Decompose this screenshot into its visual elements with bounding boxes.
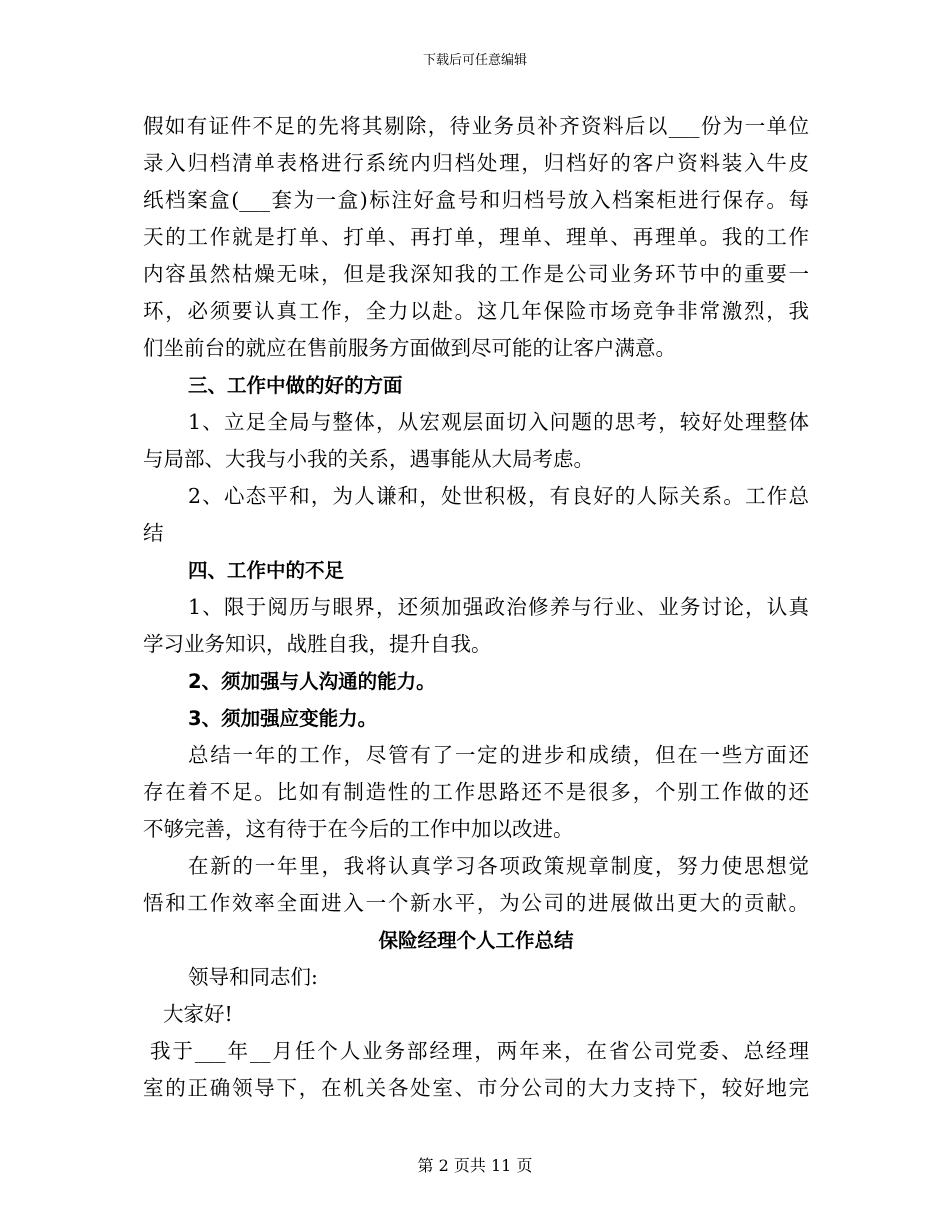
paragraph-line: 在新的一年里，我将认真学习各项政策规章制度，努力使思想觉 (188, 854, 809, 878)
paragraph-line: 1、立足全局与整体，从宏观层面切入问题的思考，较好处理整体 (188, 410, 809, 434)
paragraph-line: 录入归档清单表格进行系统内归档处理，归档好的客户资料装入牛皮 (143, 151, 809, 175)
bold-item: 2、须加强与人沟通的能力。 (188, 670, 436, 693)
paragraph-line: 天的工作就是打单、打单、再打单，理单、理单、再理单。我的工作 (143, 225, 809, 249)
document-body (143, 108, 809, 1107)
section-heading: 四、工作中的不足 (188, 559, 345, 582)
paragraph-line: 内容虽然枯燥无味，但是我深知我的工作是公司业务环节中的重要一 (143, 262, 809, 286)
paragraph-line: 不够完善，这有待于在今后的工作中加以改进。 (143, 817, 574, 841)
bold-item: 3、须加强应变能力。 (188, 707, 378, 730)
paragraph-line: 悟和工作效率全面进入一个新水平，为公司的进展做出更大的贡献。 (143, 891, 809, 915)
paragraph-line: 1、限于阅历与眼界，还须加强政治修养与行业、业务讨论，认真 (188, 595, 809, 619)
paragraph-line: 们坐前台的就应在售前服务方面做到尽可能的让客户满意。 (143, 336, 676, 360)
page-footer: 第 2 页共 11 页 (417, 1156, 533, 1175)
paragraph-line: 环，必须要认真工作，全力以赴。这几年保险市场竞争非常激烈，我 (143, 299, 809, 323)
section-heading: 三、工作中做的好的方面 (188, 374, 403, 397)
paragraph-line: 我于___年__月任个人业务部经理，两年来，在省公司党委、总经理 (150, 1039, 809, 1063)
article-title: 保险经理个人工作总结 (378, 929, 574, 952)
paragraph-line: 室的正确领导下，在机关各处室、市分公司的大力支持下，较好地完 (143, 1076, 809, 1100)
page-header: 下载后可任意编辑 (422, 53, 527, 68)
paragraph-line: 结 (143, 521, 164, 545)
paragraph-line: 假如有证件不足的先将其剔除，待业务员补齐资料后以___份为一单位 (143, 114, 809, 138)
greeting: 大家好! (163, 1002, 233, 1026)
paragraph-line: 总结一年的工作，尽管有了一定的进步和成绩，但在一些方面还 (188, 743, 809, 767)
paragraph-line: 学习业务知识，战胜自我，提升自我。 (143, 632, 492, 656)
salutation: 领导和同志们: (188, 965, 318, 989)
paragraph-line: 纸档案盒(___套为一盒)标注好盒号和归档号放入档案柜进行保存。每 (143, 188, 809, 212)
paragraph-line: 与局部、大我与小我的关系，遇事能从大局考虑。 (143, 447, 594, 471)
paragraph-line: 2、心态平和，为人谦和，处世积极，有良好的人际关系。工作总 (188, 484, 809, 508)
paragraph-line: 存在着不足。比如有制造性的工作思路还不是很多，个别工作做的还 (143, 780, 809, 804)
